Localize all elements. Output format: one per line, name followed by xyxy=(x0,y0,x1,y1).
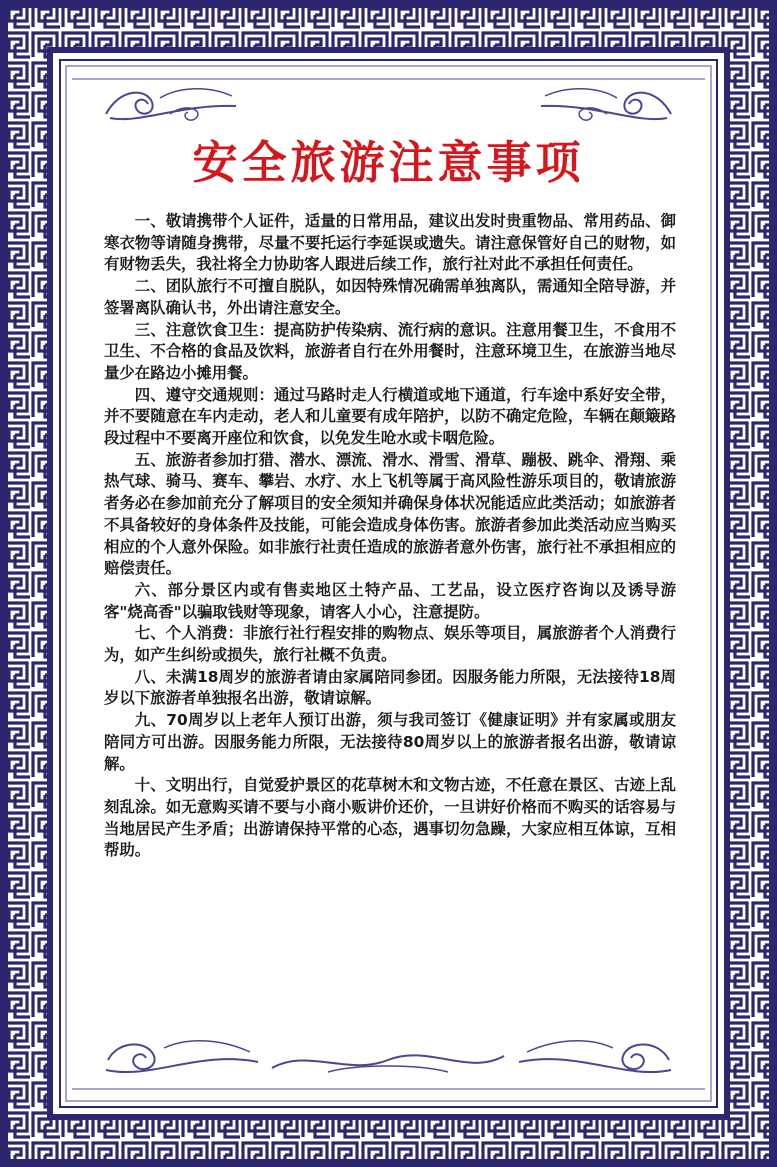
notice-item-7: 七、个人消费：非旅行社行程安排的购物点、娱乐等项目，属旅游者个人消费行为，如产生纠纷或损失，旅行社概不负责。 xyxy=(104,624,676,665)
notice-item-3: 三、注意饮食卫生：提高防护传染病、流行病的意识。注意用餐卫生，不食用不卫生、不合格的食品及饮料，旅游者自行在外用餐时，注意环境卫生，在旅游当地尽量少在路边小摊用餐。 xyxy=(104,320,676,382)
bottom-right-flourish-icon xyxy=(517,1036,677,1082)
bottom-left-flourish-icon xyxy=(100,1036,260,1082)
bottom-center-flourish-icon xyxy=(268,1046,508,1078)
notice-item-6: 六、部分景区内或有售卖地区土特产品、工艺品，设立医疗咨询以及诱导游客"烧高香"以骗取钱财等现象，请客人小心，注意提防。 xyxy=(104,580,676,621)
notice-item-8: 八、未满18周岁的旅游者请由家属陪同参团。因服务能力所限，无法接待18周岁以下旅游者单独报名出游，敬请谅解。 xyxy=(104,667,676,708)
page-title: 安全旅游注意事项 xyxy=(192,136,585,189)
notice-item-4: 四、遵守交通规则：通过马路时走人行横道或地下通道，行车途中系好安全带，并不要随意在车内走动，老人和儿童要有成年陪护，以防不确定危险，车辆在颠簸路段过程中不要离开座位和饮食，以免发生呛水或卡咽危险。 xyxy=(104,385,676,448)
notice-item-1: 一、敬请携带个人证件，适量的日常用品，建议出发时贵重物品、常用药品、御寒衣物等请随身携带，尽量不要托运行李延误或遗失。请注意保管好自己的财物，如有财物丢失，我社将全力协助客人跟进后续工作，旅行社对此不承担任何责任。 xyxy=(104,212,676,274)
notice-item-10: 十、文明出行，自觉爱护景区的花草树木和文物古迹，不任意在景区、古迹上乱刻乱涂。如无意购买请不要与小商小贩讲价还价，一旦讲好价格而不购买的话容易与当地居民产生矛盾；出游请保持平常的心态，遇事切勿急躁，大家应相互体谅，互相帮助。 xyxy=(104,776,676,860)
bottom-rule xyxy=(72,1086,705,1092)
notice-item-9: 九、70周岁以上老年人预订出游，须与我司签订《健康证明》并有家属或朋友陪同方可出游。因服务能力所限，无法接待80周岁以上的旅游者报名出游，敬请谅解。 xyxy=(104,711,676,773)
notice-body xyxy=(104,211,676,862)
notice-item-5: 五、旅游者参加打猎、潜水、漂流、滑水、滑雪、滑草、蹦极、跳伞、滑翔、乘热气球、骑马、赛车、攀岩、水疗、水上飞机等属于高风险性游乐项目的，敬请旅游者务必在参加前充分了解项目的安全须知并确保身体状况能适应此类活动；如旅游者不具备较好的身体条件及技能，可能会造成身体伤害。旅游者参加此类活动应当购买相应的个人意外保险。如非旅行社责任造成的旅游者意外伤害，旅行社不承担相应的赔偿责任。 xyxy=(104,450,676,578)
top-right-flourish-icon xyxy=(537,84,677,126)
notice-item-2: 二、团队旅行不可擅自脱队，如因特殊情况确需单独离队，需通知全陪导游，并签署离队确认书，外出请注意安全。 xyxy=(104,277,676,317)
top-rule xyxy=(72,76,705,82)
top-left-flourish-icon xyxy=(100,84,240,126)
